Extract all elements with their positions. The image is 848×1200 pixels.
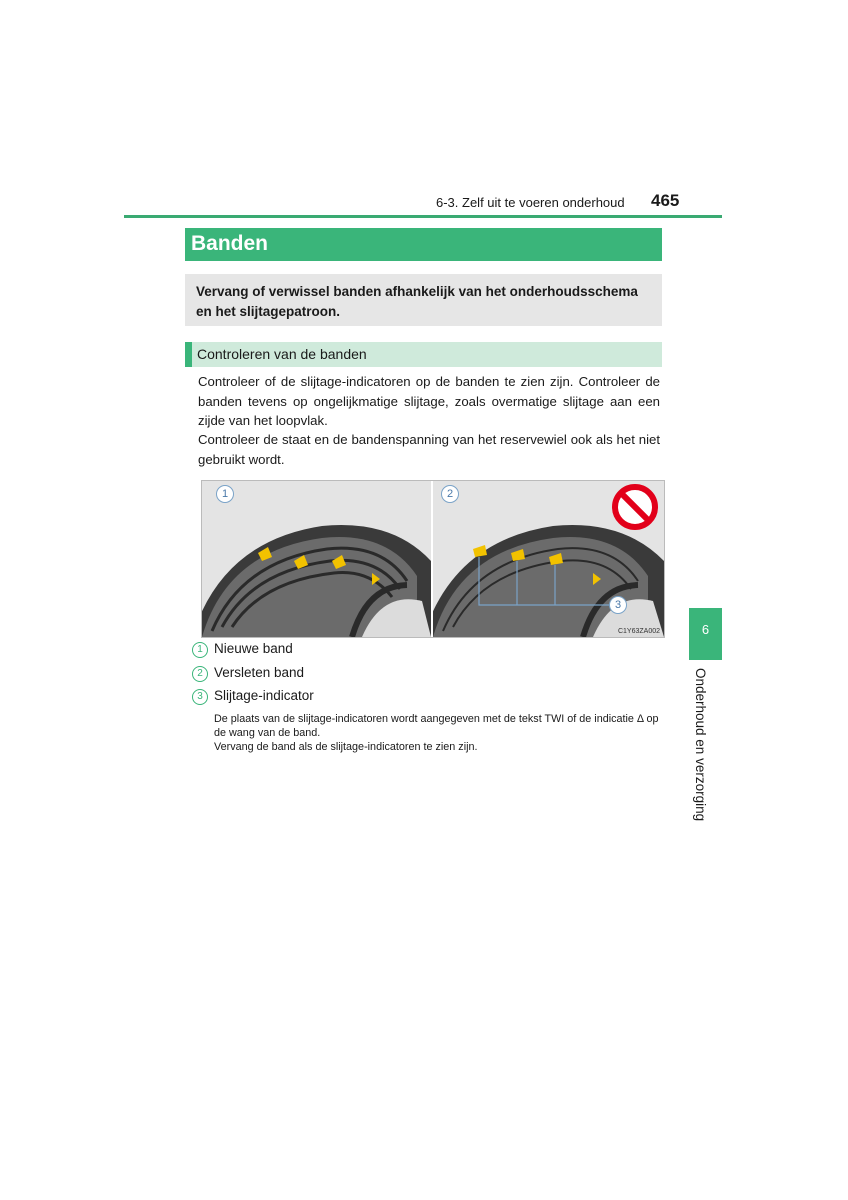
worn-tire-panel	[433, 481, 664, 637]
legend-text: Versleten band	[214, 665, 305, 680]
subsection-accent	[185, 342, 192, 367]
header-section: 6-3. Zelf uit te voeren onderhoud	[436, 195, 625, 210]
legend-number: 2	[192, 666, 208, 682]
new-tire-panel	[202, 481, 431, 637]
legend-text: Slijtage-indicator	[214, 688, 314, 703]
paragraph-1: Controleer of de slijtage-indicatoren op de banden te zien zijn. Controleer de banden tevens op ongelijkmatige slijtage, zoals overmatige slijtage aan een zijde van het loopvlak.	[198, 374, 660, 428]
paragraph-2: Controleer de staat en de bandenspanning van het reservewiel ook als het niet gebruikt wordt.	[198, 432, 660, 467]
intro-box	[185, 274, 662, 326]
new-tire-illustration	[202, 481, 431, 637]
page-number: 465	[651, 191, 680, 210]
section-title: Banden	[191, 232, 269, 255]
figure-label-1: 1	[216, 485, 234, 503]
legend-item	[192, 688, 314, 705]
figure-label-2: 2	[441, 485, 459, 503]
legend-number: 1	[192, 642, 208, 658]
chapter-title: Onderhoud en verzorging	[693, 668, 708, 822]
subsection-bar	[185, 342, 662, 367]
section-title-bar	[185, 228, 662, 261]
note-line-1: De plaats van de slijtage-indicatoren wordt aangegeven met de tekst TWI of de indicatie Δ op de wang van de band.	[214, 713, 659, 739]
header-rule	[124, 215, 722, 218]
figure-label-3: 3	[609, 596, 627, 614]
legend-item	[192, 665, 304, 682]
subsection-title: Controleren van de banden	[197, 346, 367, 362]
chapter-tab[interactable]	[689, 608, 722, 660]
worn-tire-illustration	[433, 481, 664, 637]
chapter-number: 6	[701, 622, 710, 637]
figure-code: C1Y63ZA002	[617, 628, 660, 635]
legend-number: 3	[192, 689, 208, 705]
legend-text: Nieuwe band	[214, 641, 293, 656]
legend-item	[192, 641, 293, 658]
note-line-2: Vervang de band als de slijtage-indicatoren te zien zijn.	[214, 741, 478, 753]
intro-text: Vervang of verwissel banden afhankelijk van het onderhoudsschema en het slijtagepatroon.	[196, 284, 638, 319]
tire-figure	[201, 480, 665, 638]
indicator-note	[214, 712, 659, 754]
